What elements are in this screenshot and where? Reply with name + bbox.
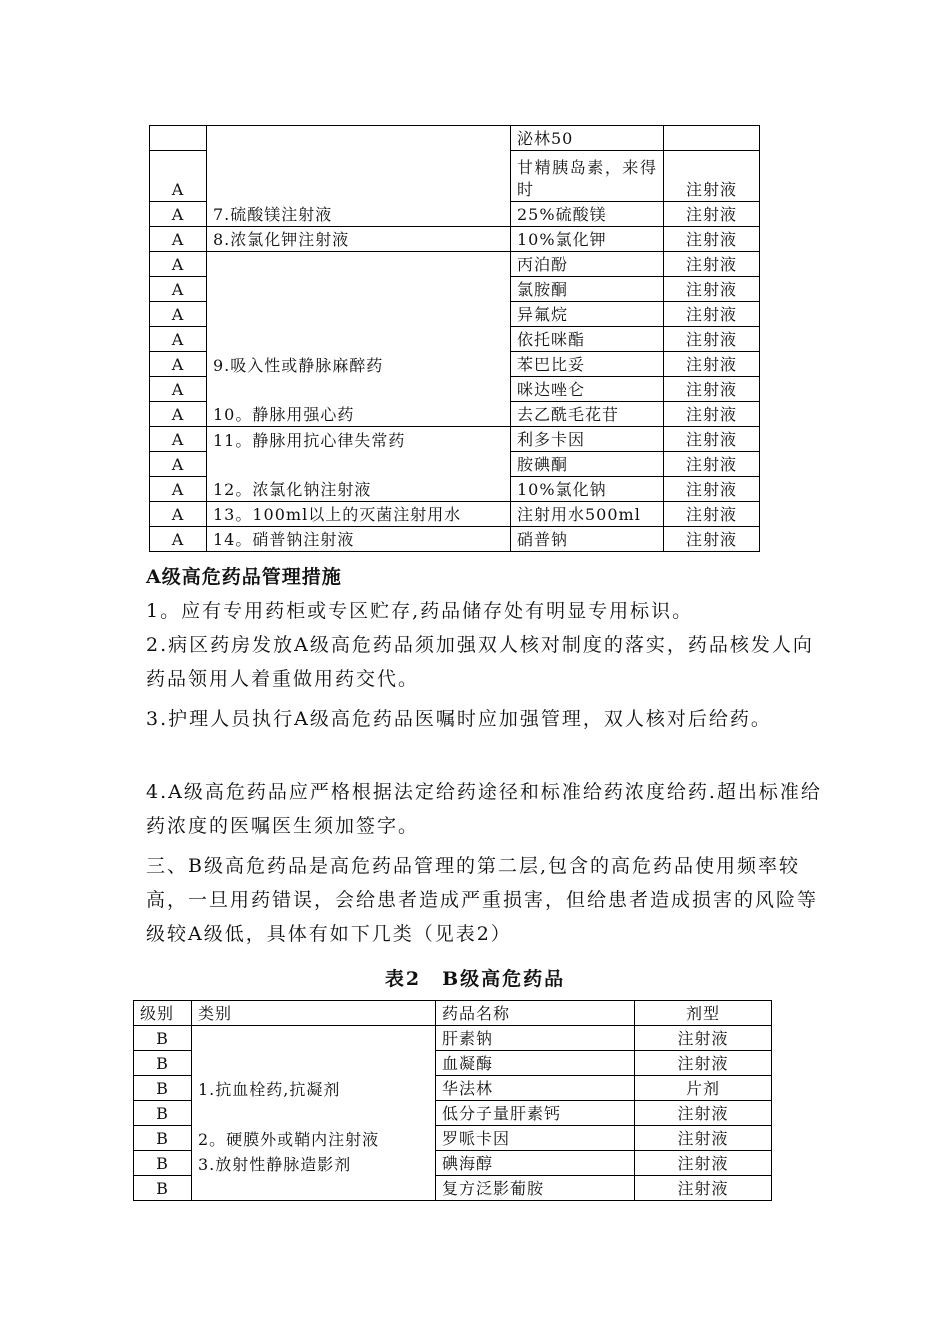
category-cell: 9.吸入性或静脉麻醉药 [207,352,511,377]
category-cell: 12。浓氯化钠注射液 [207,477,511,502]
category-cell: 13。100ml以上的灭菌注射用水 [207,502,511,527]
dosage-form-cell: 注射液 [664,402,760,427]
dosage-form-cell: 片剂 [635,1076,772,1101]
table-row [134,1176,772,1201]
paragraph: 1。应有专用药柜或专区贮存,药品储存处有明显专用标识。 [146,600,694,622]
category-cell [207,252,511,277]
grade-cell: A [150,402,207,427]
b-level-drug-table [133,1000,772,1201]
dosage-form-cell: 注射液 [664,477,760,502]
drug-name-cell: 10%氯化钠 [511,477,664,502]
dosage-form-cell: 注射液 [664,427,760,452]
grade-cell: B [134,1176,192,1201]
table-row [150,277,760,302]
grade-cell: B [134,1101,192,1126]
paragraph: 3.护理人员执行A级高危药品医嘱时应加强管理，双人核对后给药。 [146,708,772,730]
table-row [150,452,760,477]
paragraph: 4.A级高危药品应严格根据法定给药途径和标准给药浓度给药.超出标准给药浓度的医嘱医生须加签字。 [146,781,822,837]
drug-name-cell: 丙泊酚 [511,252,664,277]
category-cell [207,126,511,151]
category-cell [207,302,511,327]
table-row [150,427,760,452]
table-row [150,252,760,277]
dosage-form-cell: 注射液 [635,1151,772,1176]
a-level-drug-table [149,125,760,552]
drug-name-cell: 咪达唑仑 [511,377,664,402]
section-heading: A级高危药品管理措施 [146,566,342,588]
drug-name-cell: 氯胺酮 [511,277,664,302]
dosage-form-cell: 注射液 [635,1026,772,1051]
category-cell [192,1051,436,1076]
drug-name-cell: 肝素钠 [436,1026,635,1051]
dosage-form-cell: 注射液 [664,202,760,227]
grade-cell: A [150,227,207,252]
table-row [150,327,760,352]
grade-cell: A [150,352,207,377]
drug-name-cell: 25%硫酸镁 [511,202,664,227]
category-cell: 1.抗血栓药,抗凝剂 [192,1076,436,1101]
table-row [150,352,760,377]
column-header: 类别 [192,1001,436,1026]
category-cell [207,327,511,352]
table-row [150,227,760,252]
table-row [150,502,760,527]
grade-cell: B [134,1151,192,1176]
drug-name-cell: 碘海醇 [436,1151,635,1176]
category-cell: 2。硬膜外或鞘内注射液 [192,1126,436,1151]
grade-cell: A [150,502,207,527]
dosage-form-cell: 注射液 [664,527,760,552]
drug-name-cell: 注射用水500ml [511,502,664,527]
table-row [150,151,760,202]
category-cell: 3.放射性静脉造影剂 [192,1151,436,1176]
grade-cell: A [150,151,207,202]
drug-name-cell: 血凝酶 [436,1051,635,1076]
dosage-form-cell: 注射液 [664,302,760,327]
dosage-form-cell: 注射液 [664,377,760,402]
table-row [134,1151,772,1176]
grade-cell: A [150,452,207,477]
grade-cell: A [150,327,207,352]
category-cell: 14。硝普钠注射液 [207,527,511,552]
table-row [134,1051,772,1076]
grade-cell: A [150,477,207,502]
grade-cell: A [150,527,207,552]
category-cell [207,452,511,477]
paragraph: 2.病区药房发放A级高危药品须加强双人核对制度的落实，药品核发人向药品领用人着重做用药交代。 [146,634,814,690]
category-cell [207,277,511,302]
dosage-form-cell: 注射液 [664,227,760,252]
grade-cell: B [134,1126,192,1151]
table-row [134,1026,772,1051]
table-row [134,1076,772,1101]
grade-cell: A [150,302,207,327]
dosage-form-cell: 注射液 [664,327,760,352]
grade-cell [150,126,207,151]
table-row [150,202,760,227]
drug-name-cell: 硝普钠 [511,527,664,552]
table-row [134,1126,772,1151]
category-cell: 10。静脉用强心药 [207,402,511,427]
drug-name-cell: 利多卡因 [511,427,664,452]
dosage-form-cell: 注射液 [635,1101,772,1126]
drug-name-cell: 异氟烷 [511,302,664,327]
table-header-row [134,1001,772,1026]
drug-name-cell: 低分子量肝素钙 [436,1101,635,1126]
table-caption: 表2 B级高危药品 [384,968,566,990]
grade-cell: A [150,252,207,277]
category-cell [207,377,511,402]
table-row [150,527,760,552]
drug-name-cell: 泌林50 [511,126,664,151]
category-cell [207,151,511,202]
column-header: 药品名称 [436,1001,635,1026]
grade-cell: A [150,202,207,227]
category-cell: 11。静脉用抗心律失常药 [207,427,511,452]
drug-name-cell: 10%氯化钾 [511,227,664,252]
category-cell: 8.浓氯化钾注射液 [207,227,511,252]
dosage-form-cell: 注射液 [635,1051,772,1076]
drug-name-cell: 去乙酰毛花苷 [511,402,664,427]
grade-cell: B [134,1026,192,1051]
dosage-form-cell: 注射液 [664,252,760,277]
drug-name-cell: 复方泛影葡胺 [436,1176,635,1201]
column-header: 剂型 [635,1001,772,1026]
category-cell: 7.硫酸镁注射液 [207,202,511,227]
dosage-form-cell [664,126,760,151]
category-cell [192,1176,436,1201]
grade-cell: B [134,1051,192,1076]
dosage-form-cell: 注射液 [635,1126,772,1151]
table-row [150,302,760,327]
grade-cell: A [150,427,207,452]
dosage-form-cell: 注射液 [664,502,760,527]
table-row [150,402,760,427]
paragraph: 三、B级高危药品是高危药品管理的第二层,包含的高危药品使用频率较高，一旦用药错误，会给患者造成严重损害，但给患者造成损害的风险等级较A级低，具体有如下几类（见表2） [146,855,819,945]
column-header: 级别 [134,1001,192,1026]
table-row [150,477,760,502]
drug-name-cell: 甘精胰岛素，来得时 [511,151,664,202]
drug-name-cell: 依托咪酯 [511,327,664,352]
grade-cell: B [134,1076,192,1101]
dosage-form-cell: 注射液 [664,151,760,202]
drug-name-cell: 华法林 [436,1076,635,1101]
category-cell [192,1026,436,1051]
table-row [134,1101,772,1126]
dosage-form-cell: 注射液 [635,1176,772,1201]
grade-cell: A [150,377,207,402]
dosage-form-cell: 注射液 [664,452,760,477]
drug-name-cell: 苯巴比妥 [511,352,664,377]
dosage-form-cell: 注射液 [664,352,760,377]
category-cell [192,1101,436,1126]
drug-name-cell: 胺碘酮 [511,452,664,477]
table-row [150,377,760,402]
grade-cell: A [150,277,207,302]
table-row [150,126,760,151]
dosage-form-cell: 注射液 [664,277,760,302]
drug-name-cell: 罗哌卡因 [436,1126,635,1151]
